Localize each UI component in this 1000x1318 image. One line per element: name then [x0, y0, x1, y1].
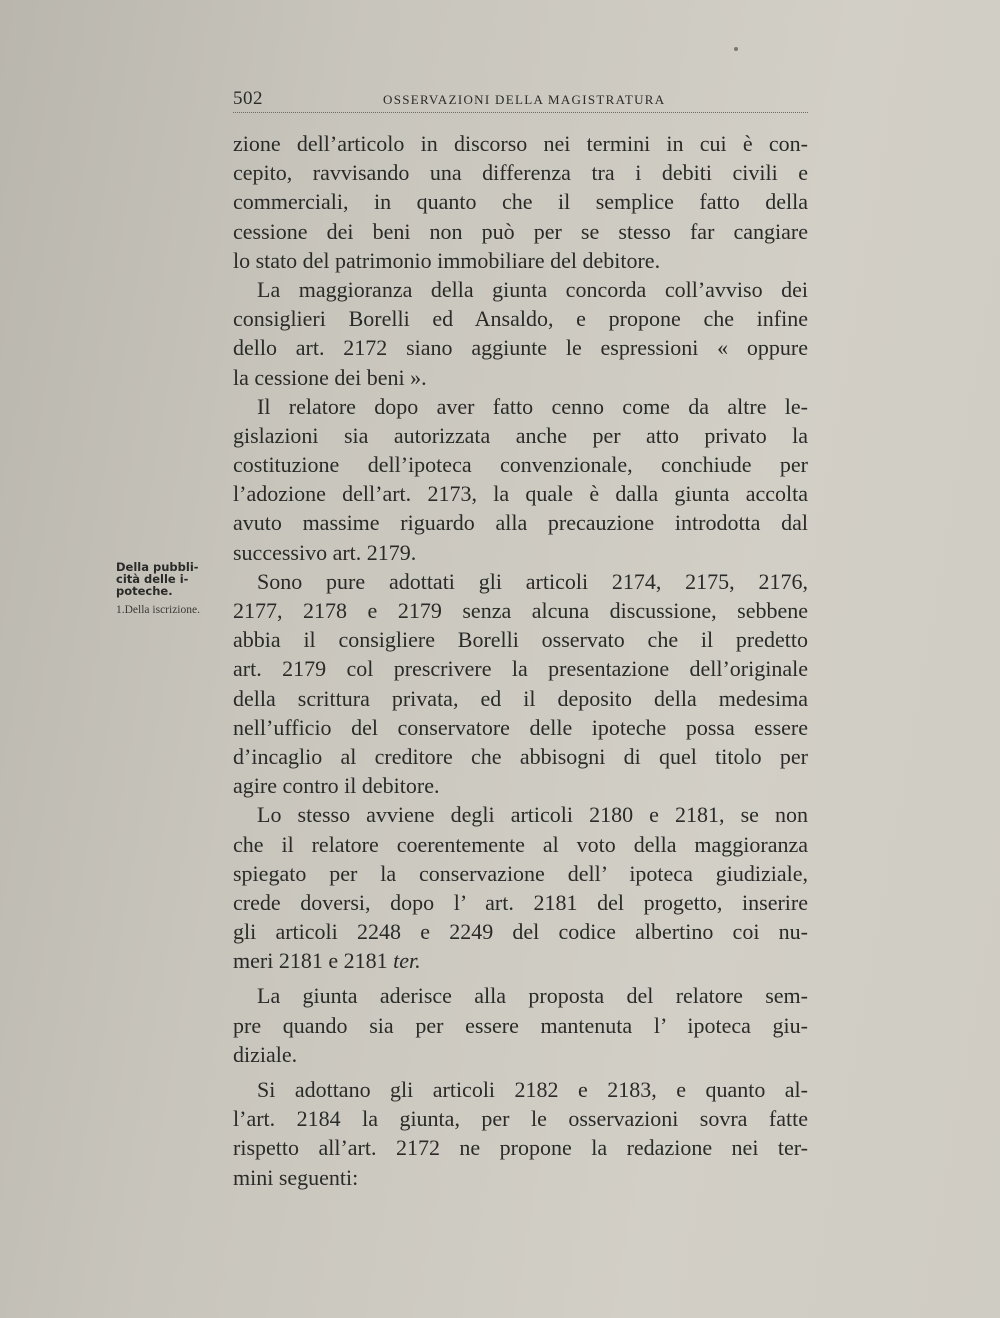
text-line [233, 246, 808, 275]
text-line-content: Sono pure adottati gli articoli 2174, 2175, 2176, [257, 568, 808, 594]
text-line-content: consiglieri Borelli ed Ansaldo, e propone che infine [233, 306, 808, 332]
text-line-content: l’adozione dell’art. 2173, la quale è dalla giunta accolta [233, 481, 808, 507]
text-line [233, 1104, 808, 1133]
text-line [233, 479, 808, 508]
text-line-content: che il relatore coerentemente al voto della maggioranza [233, 831, 808, 857]
text-line-content: avuto massime riguardo alla precauzione introdotta dal [233, 510, 808, 536]
text-line [233, 742, 808, 771]
text-line-content: la cessione dei beni ». [233, 364, 427, 390]
text-line-content: art. 2179 col prescrivere la presentazione dell’originale [233, 656, 808, 682]
text-line [233, 333, 808, 362]
text-line-content: Si adottano gli articoli 2182 e 2183, e quanto al- [257, 1077, 808, 1102]
paper-speck [734, 47, 738, 51]
text-line [233, 625, 808, 654]
text-line [233, 830, 808, 859]
text-line [233, 275, 808, 304]
text-line [233, 596, 808, 625]
text-line-italic: ter. [393, 948, 421, 974]
text-line-content: La maggioranza della giunta concorda coll’avviso dei [257, 276, 808, 302]
text-line-content: spiegato per la conservazione dell’ ipoteca giudiziale, [233, 860, 808, 886]
text-line [233, 684, 808, 713]
text-line-content: cessione dei beni non può per se stesso far cangiare [233, 218, 808, 244]
text-line [233, 800, 808, 829]
text-line [233, 421, 808, 450]
text-line [233, 888, 808, 917]
text-line-content: l’art. 2184 la giunta, per le osservazioni sovra fatte [233, 1106, 808, 1132]
text-line-content: Il relatore dopo aver fatto cenno come da altre le- [257, 393, 808, 419]
body-text [233, 129, 808, 1192]
text-line [233, 363, 808, 392]
text-line [233, 158, 808, 187]
margin-note-heading [116, 561, 226, 597]
text-line [233, 917, 808, 946]
text-line-content: Lo stesso avviene degli articoli 2180 e 2181, se non [257, 802, 808, 828]
text-line [233, 1133, 808, 1162]
text-line [233, 392, 808, 421]
text-line [233, 538, 808, 567]
text-line-content: La giunta aderisce alla proposta del relatore sem- [257, 983, 808, 1009]
text-line [233, 450, 808, 479]
margin-note-heading-line: cità delle i- [116, 572, 189, 586]
text-line-content: gli articoli 2248 e 2249 del codice albertino coi nu- [233, 919, 808, 945]
text-line [233, 859, 808, 888]
text-line [233, 508, 808, 537]
text-line-content: rispetto all’art. 2172 ne propone la redazione nei ter- [233, 1135, 808, 1161]
text-line-content: successivo art. 2179. [233, 539, 417, 565]
text-line [233, 713, 808, 742]
text-line-content: gislazioni sia autorizzata anche per atto privato la [233, 422, 808, 448]
text-line [233, 771, 808, 800]
text-line-content: crede doversi, dopo l’ art. 2181 del progetto, inserire [233, 889, 808, 915]
text-line [233, 946, 808, 975]
page-header [233, 88, 808, 113]
margin-note-heading-line: Della pubbli- [116, 560, 199, 574]
running-head: OSSERVAZIONI DELLA MAGISTRATURA [383, 92, 666, 107]
text-line-content: nell’ufficio del conservatore delle ipoteche possa essere [233, 714, 808, 740]
text-line-content: mini seguenti: [233, 1164, 359, 1190]
text-line [233, 654, 808, 683]
text-line-content: della scrittura privata, ed il deposito della medesima [233, 685, 808, 711]
text-line-content: diziale. [233, 1041, 298, 1067]
text-line [233, 1163, 808, 1192]
text-line-content: lo stato del patrimonio immobiliare del debitore. [233, 247, 661, 273]
text-line-content: dello art. 2172 siano aggiunte le espressioni « oppure [233, 335, 808, 361]
text-line-content: cepito, ravvisando una differenza tra i debiti civili e [233, 160, 808, 186]
text-line-content: pre quando sia per essere mantenuta l’ ipoteca giu- [233, 1012, 808, 1038]
text-line [233, 567, 808, 596]
text-line-content: d’incaglio al creditore che abbisogni di quel titolo per [233, 743, 808, 769]
margin-note-subheading: 1.Della iscrizione. [116, 604, 200, 616]
text-line-content: 2177, 2178 e 2179 senza alcuna discussione, sebbene [233, 598, 808, 623]
text-line [233, 1075, 808, 1104]
text-line [233, 1011, 808, 1040]
text-line-content: agire contro il debitore. [233, 773, 440, 799]
text-line-content: abbia il consigliere Borelli osservato che il predetto [233, 627, 808, 653]
text-line [233, 129, 808, 158]
page-number: 502 [233, 88, 263, 109]
text-line [233, 187, 808, 216]
text-line-content: commerciali, in quanto che il semplice fatto della [233, 189, 808, 215]
text-line [233, 981, 808, 1010]
margin-note [116, 561, 226, 617]
text-line [233, 217, 808, 246]
margin-note-heading-line: poteche. [116, 584, 173, 598]
text-line [233, 304, 808, 333]
text-line-content: zione dell’articolo in discorso nei termini in cui è con- [233, 131, 808, 156]
text-line-content: costituzione dell’ipoteca convenzionale, conchiude per [233, 452, 808, 478]
text-line [233, 1040, 808, 1069]
text-line-content: meri 2181 e 2181 [233, 948, 388, 974]
